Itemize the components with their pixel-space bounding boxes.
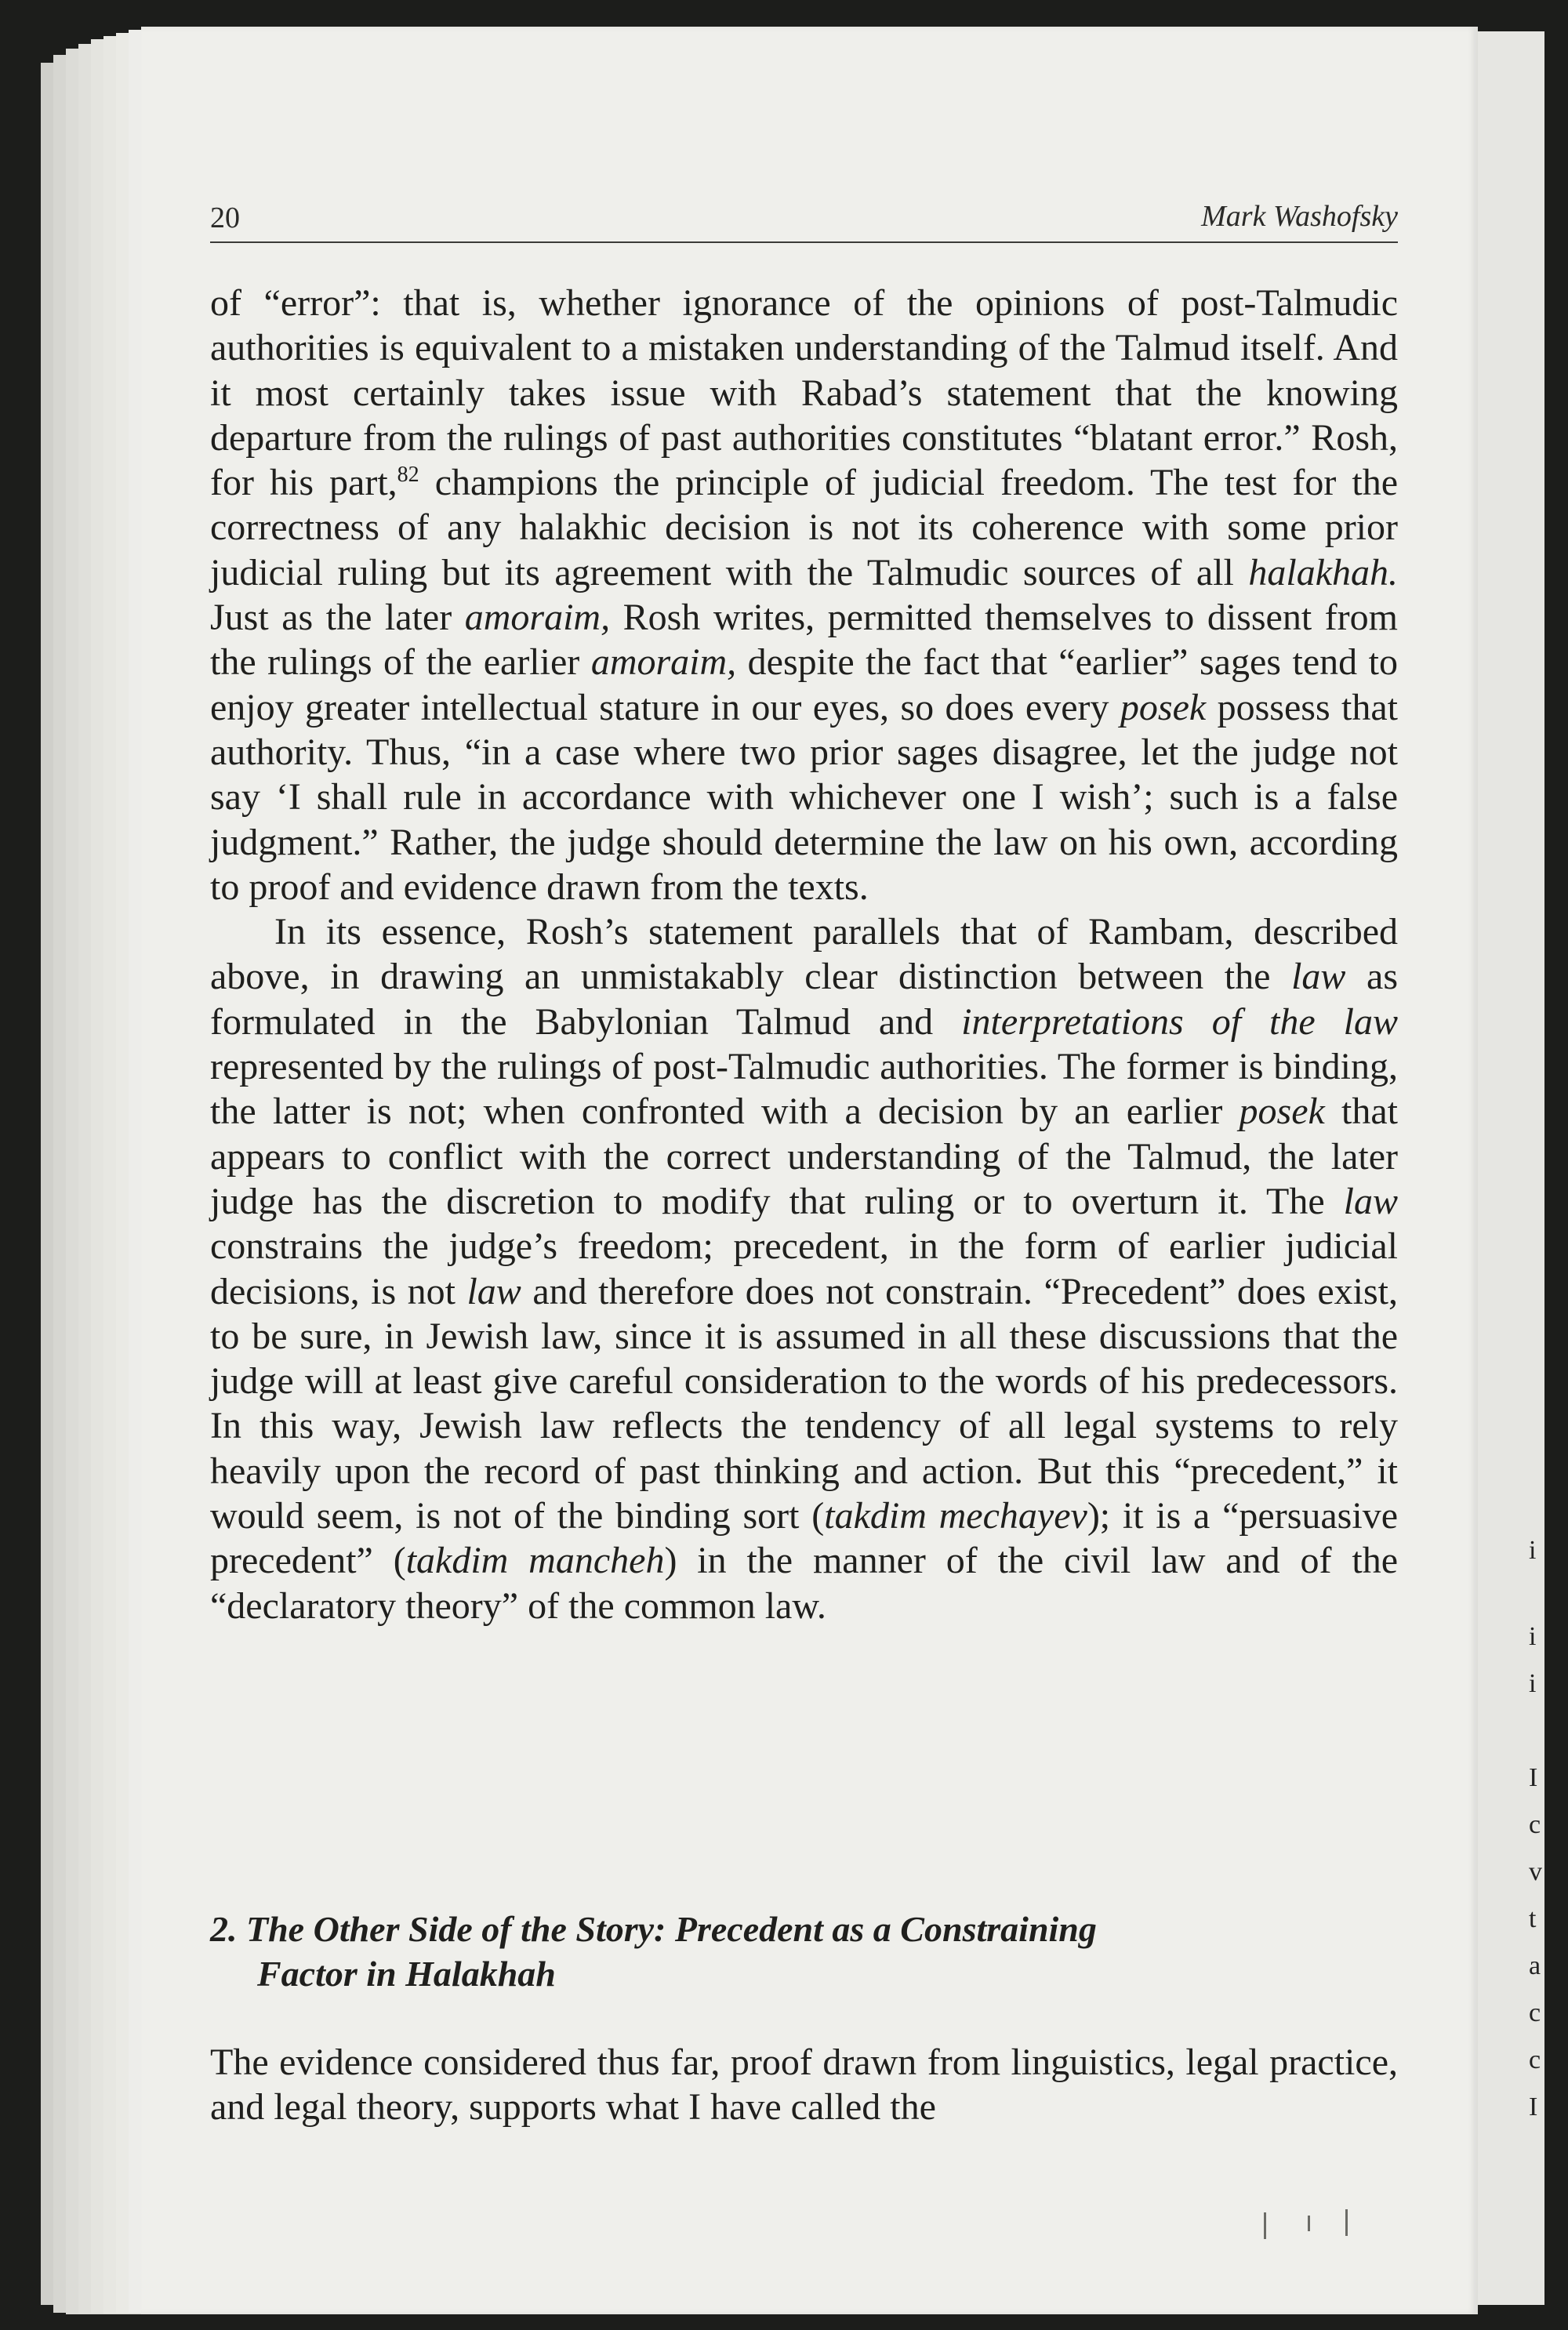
text-run: Rosh writes, permitted themselves to dissent from the rulings of the earlier: [210, 597, 1398, 684]
page-mark: [1345, 2209, 1348, 2236]
text-run: possess that authority. Thus, “in a case where two prior sages disagree, let the judge not say ‘I shall rule in accordance with whichever one I wish’; such is a false judgment.” Rather, the judge should determine the law on his own, according to proof and evidence drawn from the texts.: [210, 686, 1399, 908]
text-run: ); it is a “persuasive precedent” (: [210, 1495, 1399, 1582]
facing-page-glyph: I: [1529, 2092, 1538, 2121]
page-header: [210, 194, 1398, 243]
facing-page-glyph: t: [1529, 1904, 1537, 1933]
section-heading: [210, 1907, 1398, 1996]
text-run: and therefore does not constrain. “Precedent” does exist, to be sure, in Jewish law, since it is assumed in all these discussions that the judge will at least give careful consideration to the words of his predecessors. In this way, Jewish law reflects the tendency of all legal systems to rely heavily upon the record of past thinking and action. But this “precedent,” it would seem, is not of the binding sort (: [210, 1270, 1398, 1537]
paragraph-1: [210, 281, 1398, 909]
page-number: 20: [210, 201, 240, 234]
section-heading-line1: 2. The Other Side of the Story: Precedent as a Constraining: [210, 1909, 1097, 1949]
facing-page-glyph: a: [1529, 1951, 1541, 1980]
facing-page-glyph: v: [1529, 1857, 1542, 1886]
text-run: as formulated in the Babylonian Talmud and: [210, 956, 1399, 1043]
paragraph-2: [210, 909, 1398, 1628]
text-run: champions the principle of judicial freedom. The test for the correctness of any halakhic decision is not its coherence with some prior judicial ruling but its agreement with the Talmudic sources of all: [210, 462, 1399, 593]
paragraph-3: The evidence considered thus far, proof drawn from linguistics, legal practice, and legal theory, supports what I have called the: [210, 2041, 1398, 2129]
body-text-continued: [210, 2040, 1398, 2130]
facing-page-glyph: c: [1529, 2045, 1541, 2074]
italic-term: posek: [1239, 1091, 1325, 1133]
italic-term: takdim mancheh: [405, 1540, 665, 1582]
text-run: despite the fact that “earlier” sages tend to enjoy greater intellectual stature in our eyes, so does every: [210, 641, 1399, 728]
text-run: ) in the manner of the civil law and of the “declaratory theory” of the common law.: [210, 1540, 1399, 1627]
text-run: In its essence, Rosh’s statement parallels that of Rambam, described above, in drawing an unmistakably clear distinction between the: [210, 911, 1398, 998]
italic-term: law: [466, 1270, 521, 1312]
section-heading-line2: Factor in Halakhah: [257, 1954, 556, 1994]
italic-term: halakhah.: [1248, 551, 1398, 593]
facing-page-glyph: c: [1529, 1810, 1541, 1839]
text-run: constrains the judge’s freedom; precedent, in the form of earlier judicial decisions, is not: [210, 1225, 1398, 1312]
italic-term: law: [1343, 1180, 1398, 1222]
page-mark: [1264, 2212, 1266, 2239]
text-run: Just as the later: [210, 597, 465, 639]
facing-page-glyph: i: [1529, 1669, 1537, 1698]
facing-page-glyph: c: [1529, 1998, 1541, 2027]
facing-page-glyph: I: [1529, 1763, 1538, 1792]
text-run: of “error”: that is, whether ignorance of the opinions of post-Talmudic authorities is equivalent to a mistaken understanding of the Talmud itself. And it most certainly takes issue with Rabad’s statement that the knowing departure from the rulings of past authorities constitutes “blatant error.” Rosh, for his part,: [210, 282, 1398, 504]
text-run: represented by the rulings of post-Talmudic authorities. The former is binding, the latter is not; when confronted with a decision by an earlier: [210, 1046, 1398, 1133]
italic-term: takdim mechayev: [824, 1495, 1087, 1537]
facing-page-glyph: i: [1529, 1536, 1537, 1565]
italic-term: amoraim,: [464, 597, 611, 639]
italic-term: posek: [1120, 686, 1207, 728]
page-mark: [1308, 2216, 1310, 2231]
body-text: [210, 281, 1398, 1628]
facing-page-glyph: i: [1529, 1622, 1537, 1651]
italic-term: law: [1291, 956, 1346, 998]
italic-term: interpretations of the law: [961, 1000, 1399, 1043]
footnote-marker: 82: [397, 463, 419, 488]
text-run: that appears to conflict with the correct understanding of the Talmud, the later judge has the discretion to modify that ruling or to overturn it. The: [210, 1091, 1398, 1222]
running-head-author: Mark Washofsky: [1201, 200, 1398, 233]
italic-term: amoraim,: [590, 641, 737, 684]
